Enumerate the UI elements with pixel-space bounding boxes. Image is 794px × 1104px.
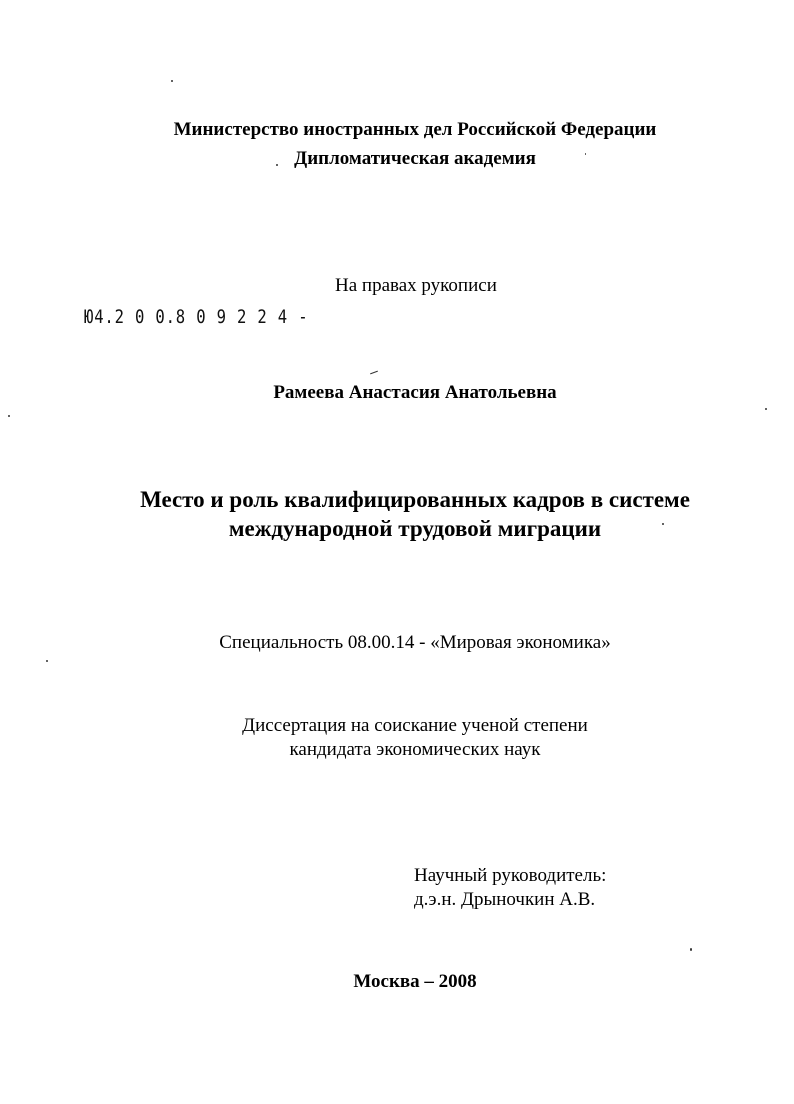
manuscript-note: На правах рукописи [335, 275, 497, 296]
scan-speck [8, 415, 10, 417]
thesis-title-line-1: Место и роль квалифицированных кадров в системе [140, 487, 690, 512]
scan-speck [171, 80, 173, 82]
advisor-name: д.э.н. Дрыночкин А.В. [414, 889, 596, 910]
dissertation-degree-line-1: Диссертация на соискание ученой степени [242, 715, 588, 736]
academy-name: Дипломатическая академия [294, 148, 536, 169]
dissertation-degree-line-2: кандидата экономических наук [289, 739, 541, 760]
ministry-name: Министерство иностранных дел Российской Федерации [173, 119, 657, 140]
scan-speck [276, 164, 278, 166]
advisor-label: Научный руководитель: [414, 865, 607, 886]
scan-speck [370, 371, 378, 375]
thesis-title-line-2: международной трудовой миграции [228, 516, 602, 541]
library-stamp-number: Ю4.2 0 0.8 0 9 2 2 4 - [84, 306, 309, 328]
scan-speck [585, 153, 586, 155]
specialty: Специальность 08.00.14 - «Мировая экономика» [219, 632, 611, 653]
scan-speck [662, 523, 664, 525]
author-name: Рамеева Анастасия Анатольевна [273, 382, 557, 403]
scan-speck [765, 408, 767, 410]
scan-speck [690, 948, 692, 951]
scan-speck [46, 660, 48, 662]
city-year: Москва – 2008 [353, 971, 477, 992]
